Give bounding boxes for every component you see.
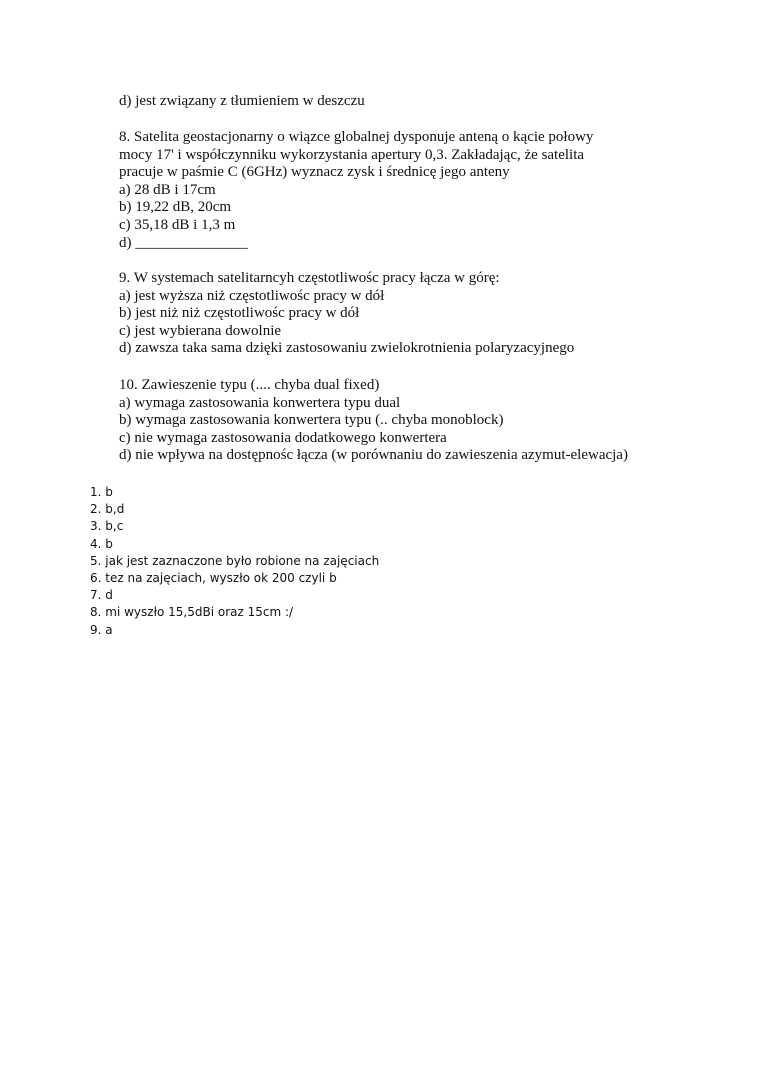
- q8-option-b: b) 19,22 dB, 20cm: [119, 199, 232, 216]
- q7-option-d: d) jest związany z tłumieniem w deszczu: [119, 93, 365, 109]
- q10-option-a: a) wymaga zastosowania konwertera typu dual: [119, 394, 401, 411]
- q9-option-d: d) zawsza taka sama dzięki zastosowaniu zwielokrotnienia polaryzacyjnego: [119, 340, 575, 357]
- q8-text-line-1: 8. Satelita geostacjonarny o wiązce globalnej dysponuje anteną o kącie połowy: [119, 129, 594, 145]
- answer-6: 6. tez na zajęciach, wyszło ok 200 czyli b: [90, 571, 337, 586]
- q8-option-c: c) 35,18 dB i 1,3 m: [119, 216, 236, 233]
- question-8: [119, 129, 719, 252]
- q10-text: 10. Zawieszenie typu (.... chyba dual fixed): [119, 377, 380, 393]
- q9-option-c: c) jest wybierana dowolnie: [119, 322, 282, 339]
- question-7-tail: [119, 93, 719, 111]
- answer-3: 3. b,c: [90, 519, 124, 534]
- q10-option-b: b) wymaga zastosowania konwertera typu (.. chyba monoblock): [119, 412, 504, 429]
- question-9: [119, 270, 719, 358]
- answer-8: 8. mi wyszło 15,5dBi oraz 15cm :/: [90, 605, 294, 620]
- q10-option-d: d) nie wpływa na dostępnośc łącza (w porównaniu do zawieszenia azymut-elewacja): [119, 447, 628, 464]
- answer-1: 1. b: [90, 485, 113, 499]
- q9-text: 9. W systemach satelitarncyh częstotliwośc pracy łącza w górę:: [119, 270, 500, 286]
- q9-option-b: b) jest niż niż częstotliwośc pracy w dół: [119, 305, 360, 322]
- answer-7: 7. d: [90, 588, 113, 603]
- q8-text-line-2: mocy 17' i współczynniku wykorzystania apertury 0,3. Zakładając, że satelita: [119, 146, 585, 163]
- q8-option-a: a) 28 dB i 17cm: [119, 181, 216, 198]
- question-10: [119, 377, 719, 465]
- answer-4: 4. b: [90, 536, 113, 551]
- q9-option-a: a) jest wyższa niż częstotliwośc pracy w dół: [119, 287, 385, 304]
- answer-9: 9. a: [90, 622, 113, 637]
- answer-5: 5. jak jest zaznaczone było robione na zajęciach: [90, 553, 380, 568]
- answer-key: [90, 484, 379, 639]
- answer-2: 2. b,d: [90, 502, 125, 517]
- q10-option-c: c) nie wymaga zastosowania dodatkowego konwertera: [119, 429, 447, 446]
- q8-option-d: d) _______________: [119, 234, 248, 251]
- q8-text-line-3: pracuje w paśmie C (6GHz) wyznacz zysk i średnicę jego anteny: [119, 164, 510, 181]
